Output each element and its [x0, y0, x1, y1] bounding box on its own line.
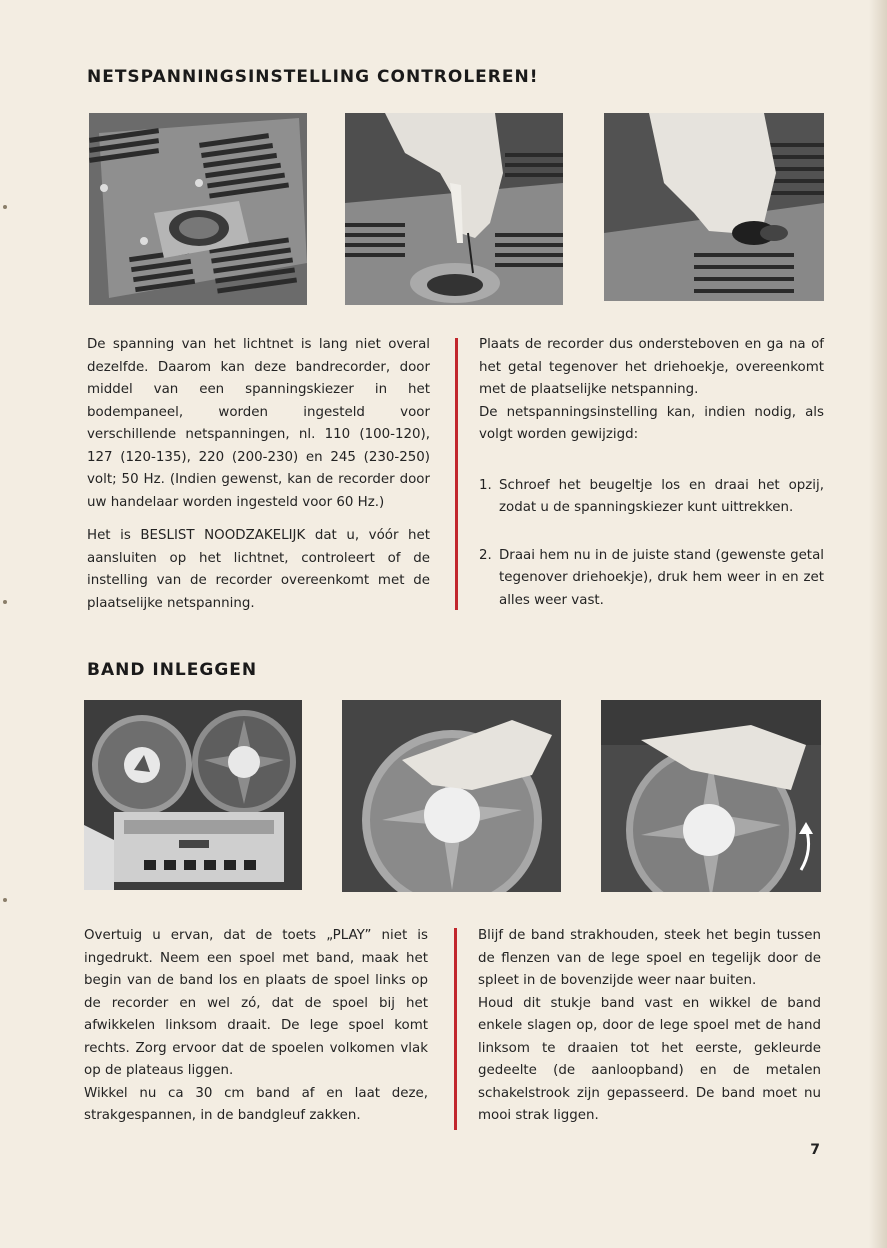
step-item [479, 545, 824, 613]
page-number: 7 [810, 1142, 820, 1158]
netspanning-right-column [479, 334, 824, 612]
hand-unscrewing-bracket-photo [345, 113, 563, 305]
netspanning-left-column [87, 334, 430, 615]
hand-placing-reel-photo [342, 700, 561, 892]
step-item [479, 475, 824, 520]
section-title-netspanning: NETSPANNINGSINSTELLING CONTROLEREN! [87, 67, 539, 87]
section-title-band-inleggen: BAND INLEGGEN [87, 660, 258, 680]
red-divider-bar [454, 928, 457, 1130]
hand-winding-reel-photo [601, 700, 821, 892]
paragraph: Blijf de band strakhouden, steek het begin tussen de flenzen van de lege spoel en tegelijk door de spleet in de bovenzijde weer naar buiten. [478, 928, 821, 988]
voltage-selector-panel-photo [89, 113, 307, 305]
binding-hole [3, 898, 7, 902]
paragraph: De spanning van het lichtnet is lang niet overal dezelfde. Daarom kan deze bandrecorder, door middel van een spanningskiezer in het bodempaneel, worden ingesteld voor verschillende netspanningen, nl. 110 (100-120), 127 (120-135), 220 (200-230) en 245 (230-250) volt; 50 Hz. (Indien gewenst, kan de recorder door uw handelaar worden ingesteld voor 60 Hz.) [87, 337, 430, 510]
step-text: Schroef het beugeltje los en draai het opzij, zodat u de spanningskiezer kunt uittrekken. [499, 477, 824, 515]
red-divider-bar [455, 338, 458, 610]
paragraph: De netspanningsinstelling kan, indien nodig, als volgt worden gewijzigd: [479, 404, 824, 442]
hand-pulling-selector-photo [604, 113, 824, 301]
binding-hole [3, 205, 7, 209]
paragraph: Plaats de recorder dus ondersteboven en ga na of het getal tegenover het driehoekje, overeenkomt met de plaatselijke netspanning. [479, 337, 824, 397]
step-number: 2. [479, 547, 492, 563]
band-inleggen-left-column [84, 925, 428, 1128]
paragraph: Wikkel nu ca 30 cm band af en laat deze, strakgespannen, in de bandgleuf zakken. [84, 1085, 428, 1123]
binding-hole [3, 600, 7, 604]
page-edge-shadow [869, 0, 887, 1248]
recorder-with-reels-photo [84, 700, 302, 890]
step-number: 1. [479, 477, 492, 493]
paragraph: Het is BESLIST NOODZAKELIJK dat u, vóór het aansluiten op het lichtnet, controleert of de instelling van de recorder overeenkomt met de plaatselijke netspanning. [87, 528, 430, 611]
step-text: Draai hem nu in de juiste stand (gewenste getal tegenover driehoekje), druk hem weer in en zet alles weer vast. [499, 547, 824, 608]
paragraph: Overtuig u ervan, dat de toets „PLAY” niet is ingedrukt. Neem een spoel met band, maak het begin van de band los en plaats de spoel links op de recorder en wel zó, dat de spoel bij het afwikkelen linksom draait. De lege spoel komt rechts. Zorg ervoor dat de spoelen volkomen vlak op de plateaus liggen. [84, 928, 428, 1078]
paragraph: Houd dit stukje band vast en wikkel de band enkele slagen op, door de lege spoel met de hand linksom te draaien tot het eerste, gekleurde gedeelte (de aanloopband) en de metalen schakelstrook zijn gepasseerd. De band moet nu mooi strak liggen. [478, 995, 821, 1123]
band-inleggen-right-column [478, 925, 821, 1128]
